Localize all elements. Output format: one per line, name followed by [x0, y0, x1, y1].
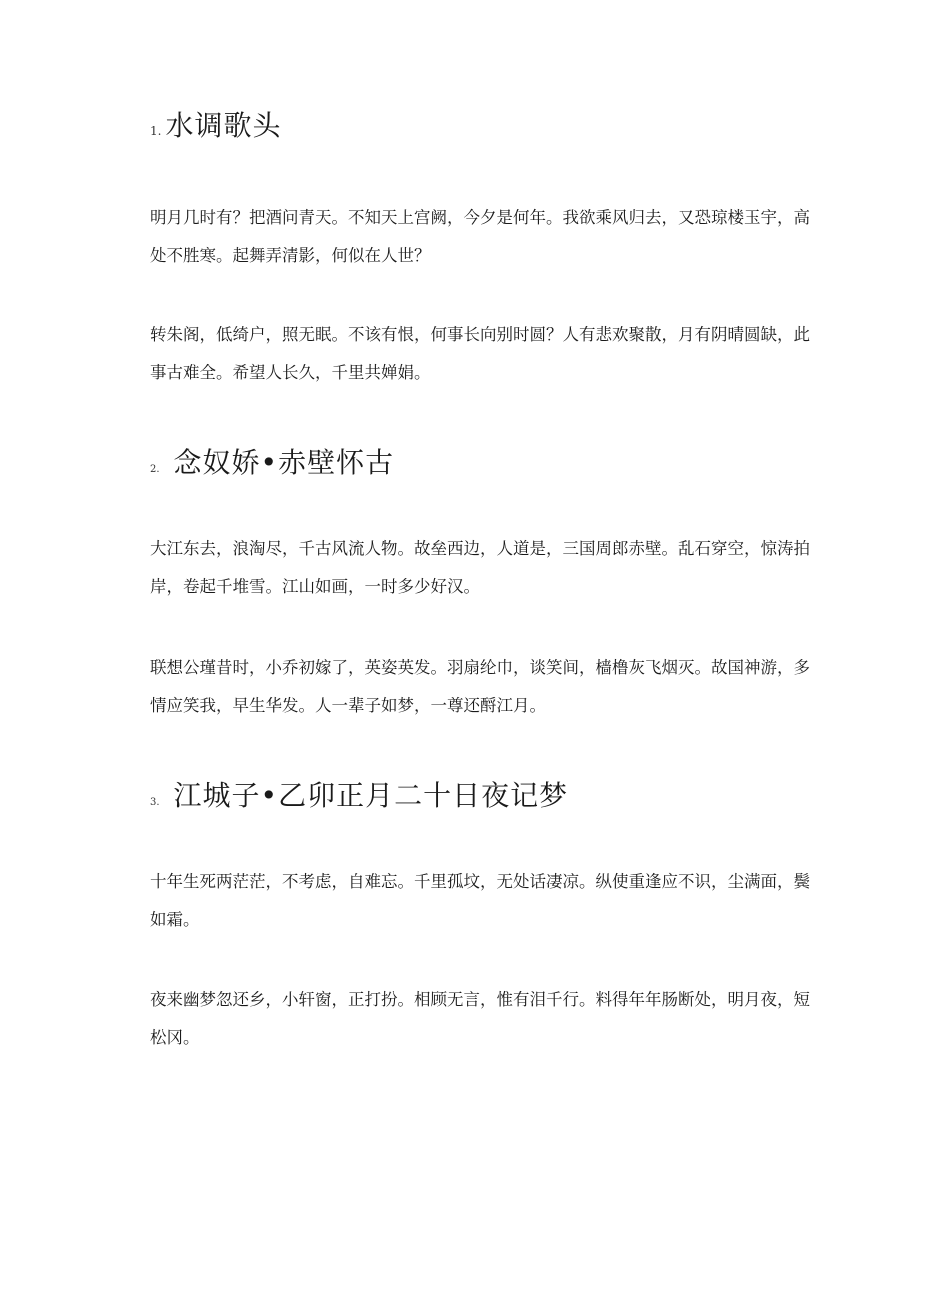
- poem-1-paragraph-2: 转朱阁，低绮户，照无眠。不该有恨，何事长向别时圆？人有悲欢聚散，月有阴晴圆缺，此事古难全。希望人长久，千里共婵娟。: [150, 325, 810, 382]
- poem-2-number: 2.: [150, 464, 160, 475]
- poem-3-paragraph-2: 夜来幽梦忽还乡，小轩窗，正打扮。相顾无言，惟有泪千行。料得年年肠断处，明月夜，短松冈。: [150, 990, 810, 1047]
- poem-2-paragraph-1: 大江东去，浪淘尽，千古风流人物。故垒西边，人道是，三国周郎赤壁。乱石穿空，惊涛拍岸，卷起千堆雪。江山如画，一时多少好汉。: [150, 539, 810, 596]
- poem-2-paragraph-2: 联想公瑾昔时，小乔初嫁了，英姿英发。羽扇纶巾，谈笑间，樯橹灰飞烟灭。故国神游，多情应笑我，早生华发。人一辈子如梦，一尊还酹江月。: [150, 658, 810, 715]
- poem-3-paragraph-1: 十年生死两茫茫，不考虑，自难忘。千里孤坟，无处话凄凉。纵使重逢应不识，尘满面，鬓如霜。: [150, 872, 810, 929]
- poem-3-title: 江城子•乙卯正月二十日夜记梦: [173, 779, 569, 812]
- poem-1-paragraph-1: 明月几时有？把酒问青天。不知天上宫阙，今夕是何年。我欲乘风归去，又恐琼楼玉宇，高处不胜寒。起舞弄清影，何似在人世？: [150, 208, 810, 265]
- poem-3-number: 3.: [150, 797, 160, 808]
- poem-1-title: 水调歌头: [165, 109, 282, 142]
- poem-1-heading: [150, 104, 281, 144]
- poem-3-heading: [150, 774, 568, 814]
- poem-1-number: 1.: [150, 124, 162, 138]
- poem-2-heading: [150, 441, 394, 481]
- poem-2-title: 念奴娇•赤壁怀古: [173, 446, 395, 479]
